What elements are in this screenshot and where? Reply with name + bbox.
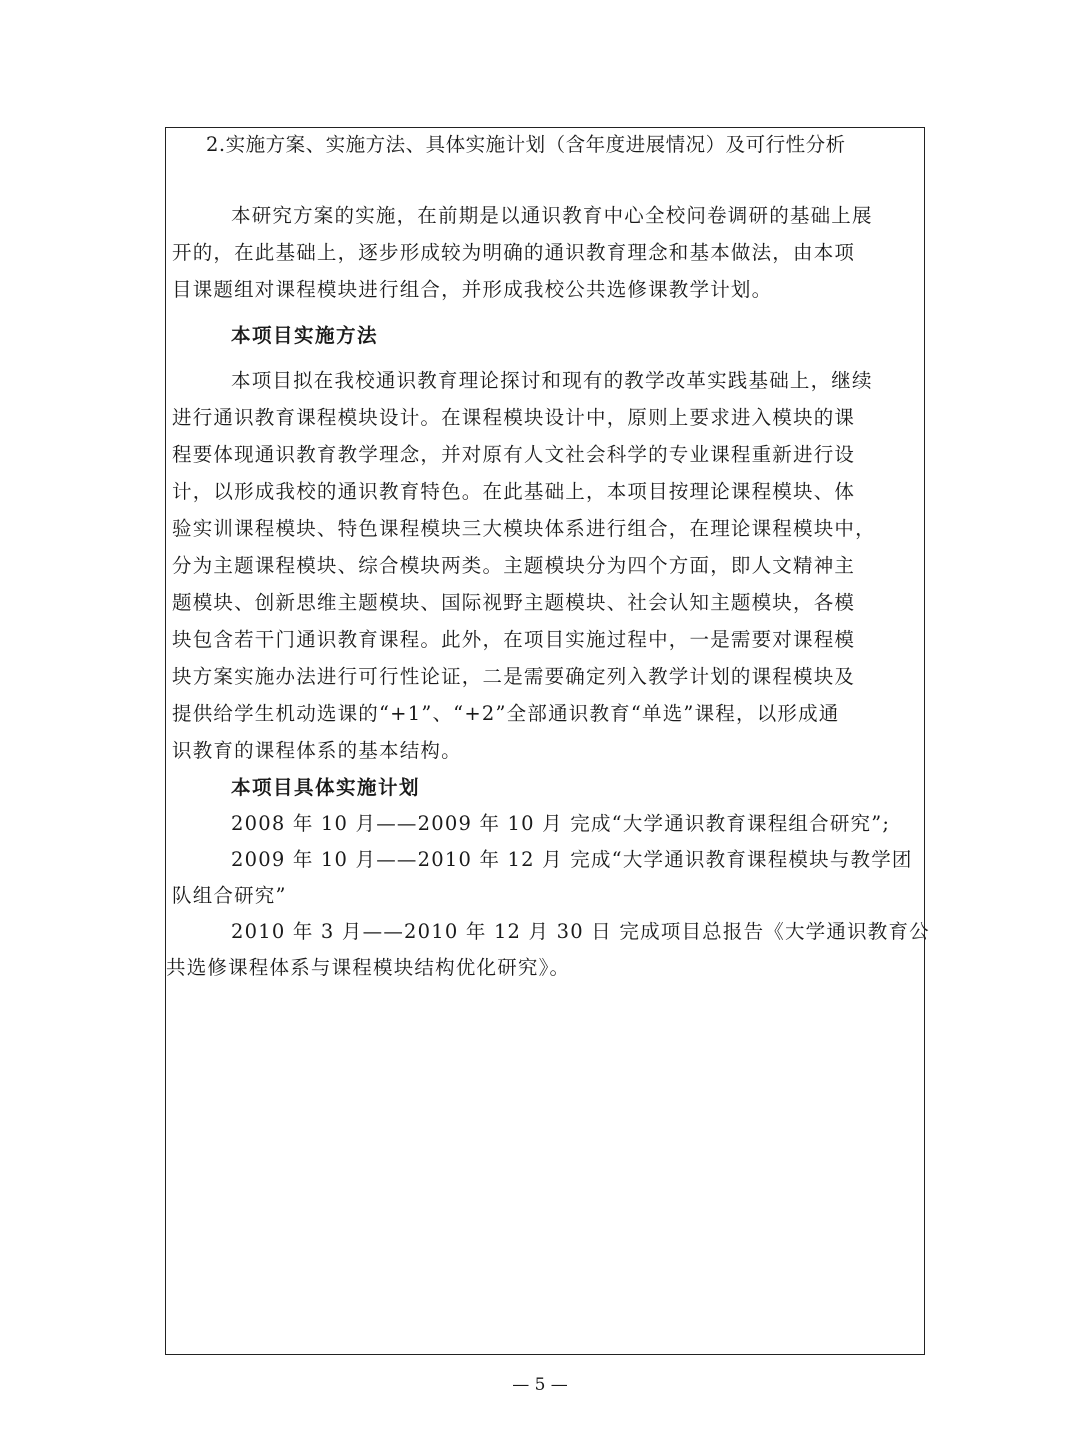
content-frame: [165, 127, 930, 1355]
plan-line: 共选修课程体系与课程模块结构优化研究》。: [166, 956, 571, 979]
intro-line: 本研究方案的实施，在前期是以通识教育中心全校问卷调研的基础上展: [231, 204, 873, 227]
methods-line: 本项目拟在我校通识教育理论探讨和现有的教学改革实践基础上，继续: [231, 369, 873, 392]
plan-line: 2009 年 10 月——2010 年 12 月 完成“大学通识教育课程模块与教学团: [231, 848, 913, 871]
page-number: — 5 —: [512, 1375, 568, 1395]
methods-line: 验实训课程模块、特色课程模块三大模块体系进行组合，在理论课程模块中，: [172, 517, 876, 540]
methods-line: 题模块、创新思维主题模块、国际视野主题模块、社会认知主题模块，各模: [172, 591, 856, 614]
section-heading: 2.实施方案、实施方法、具体实施计划（含年度进展情况）及可行性分析: [206, 133, 846, 156]
methods-line: 块方案实施办法进行可行性论证，二是需要确定列入教学计划的课程模块及: [172, 665, 856, 688]
methods-title: 本项目实施方法: [231, 324, 379, 347]
methods-line: 分为主题课程模块、综合模块两类。主题模块分为四个方面，即人文精神主: [172, 554, 856, 577]
plan-line: 队组合研究”: [172, 884, 287, 907]
methods-line: 进行通识教育课程模块设计。在课程模块设计中，原则上要求进入模块的课: [172, 406, 856, 429]
intro-line: 目课题组对课程模块进行组合，并形成我校公共选修课教学计划。: [172, 278, 773, 301]
plan-line: 2010 年 3 月——2010 年 12 月 30 日 完成项目总报告《大学通识教育公: [231, 920, 930, 943]
methods-line: 识教育的课程体系的基本结构。: [172, 739, 462, 762]
plan-line: 2008 年 10 月——2009 年 10 月 完成“大学通识教育课程组合研究”;: [231, 812, 891, 835]
methods-line: 程要体现通识教育教学理念，并对原有人文社会科学的专业课程重新进行设: [172, 443, 856, 466]
plan-title: 本项目具体实施计划: [231, 776, 421, 799]
methods-line: 块包含若干门通识教育课程。此外，在项目实施过程中，一是需要对课程模: [172, 628, 856, 651]
intro-line: 开的，在此基础上，逐步形成较为明确的通识教育理念和基本做法，由本项: [172, 241, 856, 264]
methods-line: 计，以形成我校的通识教育特色。在此基础上，本项目按理论课程模块、体: [172, 480, 856, 503]
methods-line: 提供给学生机动选课的“+1”、“+2”全部通识教育“单选”课程，以形成通: [172, 702, 840, 725]
